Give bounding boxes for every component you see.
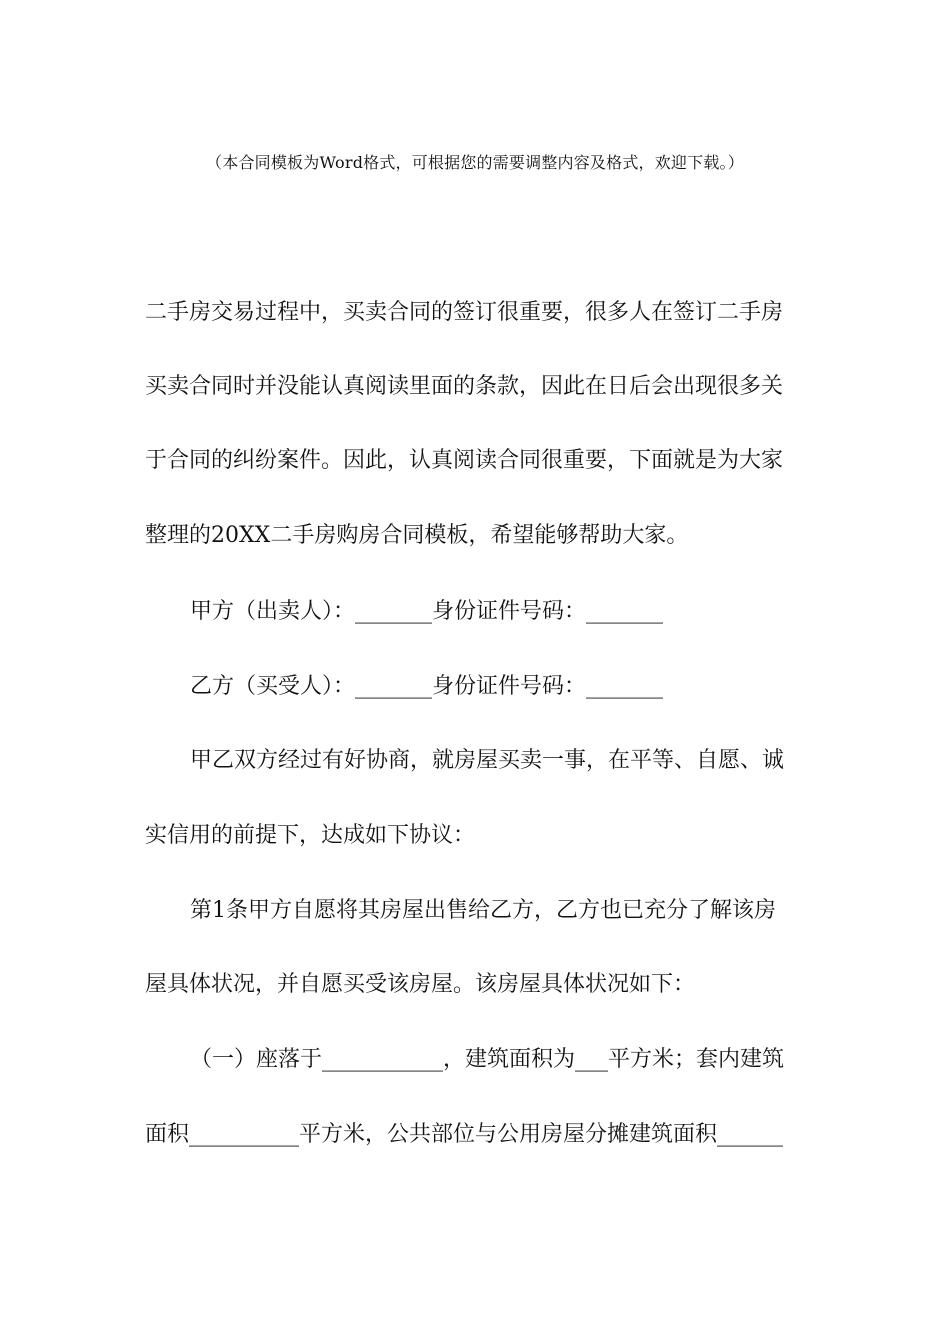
intro-line-4: 整理的20XX二手房购房合同模板，希望能够帮助大家。 [145,523,689,548]
template-note: （本合同模板为Word格式，可根据您的需要调整内容及格式，欢迎下载。） [206,153,744,172]
intro-line-1: 二手房交易过程中，买卖合同的签订很重要，很多人在签订二手房 [145,300,784,325]
clause-1-line-1: （一）座落于___________，建筑面积为___平方米；套内建筑 [190,1047,785,1072]
intro-line-3: 于合同的纠纷案件。因此，认真阅读合同很重要，下面就是为大家 [145,448,784,473]
intro-line-2: 买卖合同时并没能认真阅读里面的条款，因此在日后会出现很多关 [145,374,784,399]
article-1-line-1: 第1条甲方自愿将其房屋出售给乙方，乙方也已充分了解该房 [190,898,776,923]
agreement-line-1: 甲乙双方经过有好协商，就房屋买卖一事，在平等、自愿、诚 [190,748,785,773]
party-a-line: 甲方（出卖人）：_______身份证件号码：_______ [190,599,664,624]
party-b-line: 乙方（买受人）：_______身份证件号码：_______ [190,674,664,699]
clause-1-line-2: 面积__________平方米，公共部位与公用房屋分摊建筑面积______ [145,1122,784,1147]
agreement-line-2: 实信用的前提下，达成如下协议： [145,823,476,848]
article-1-line-2: 屋具体状况，并自愿买受该房屋。该房屋具体状况如下： [145,972,696,997]
